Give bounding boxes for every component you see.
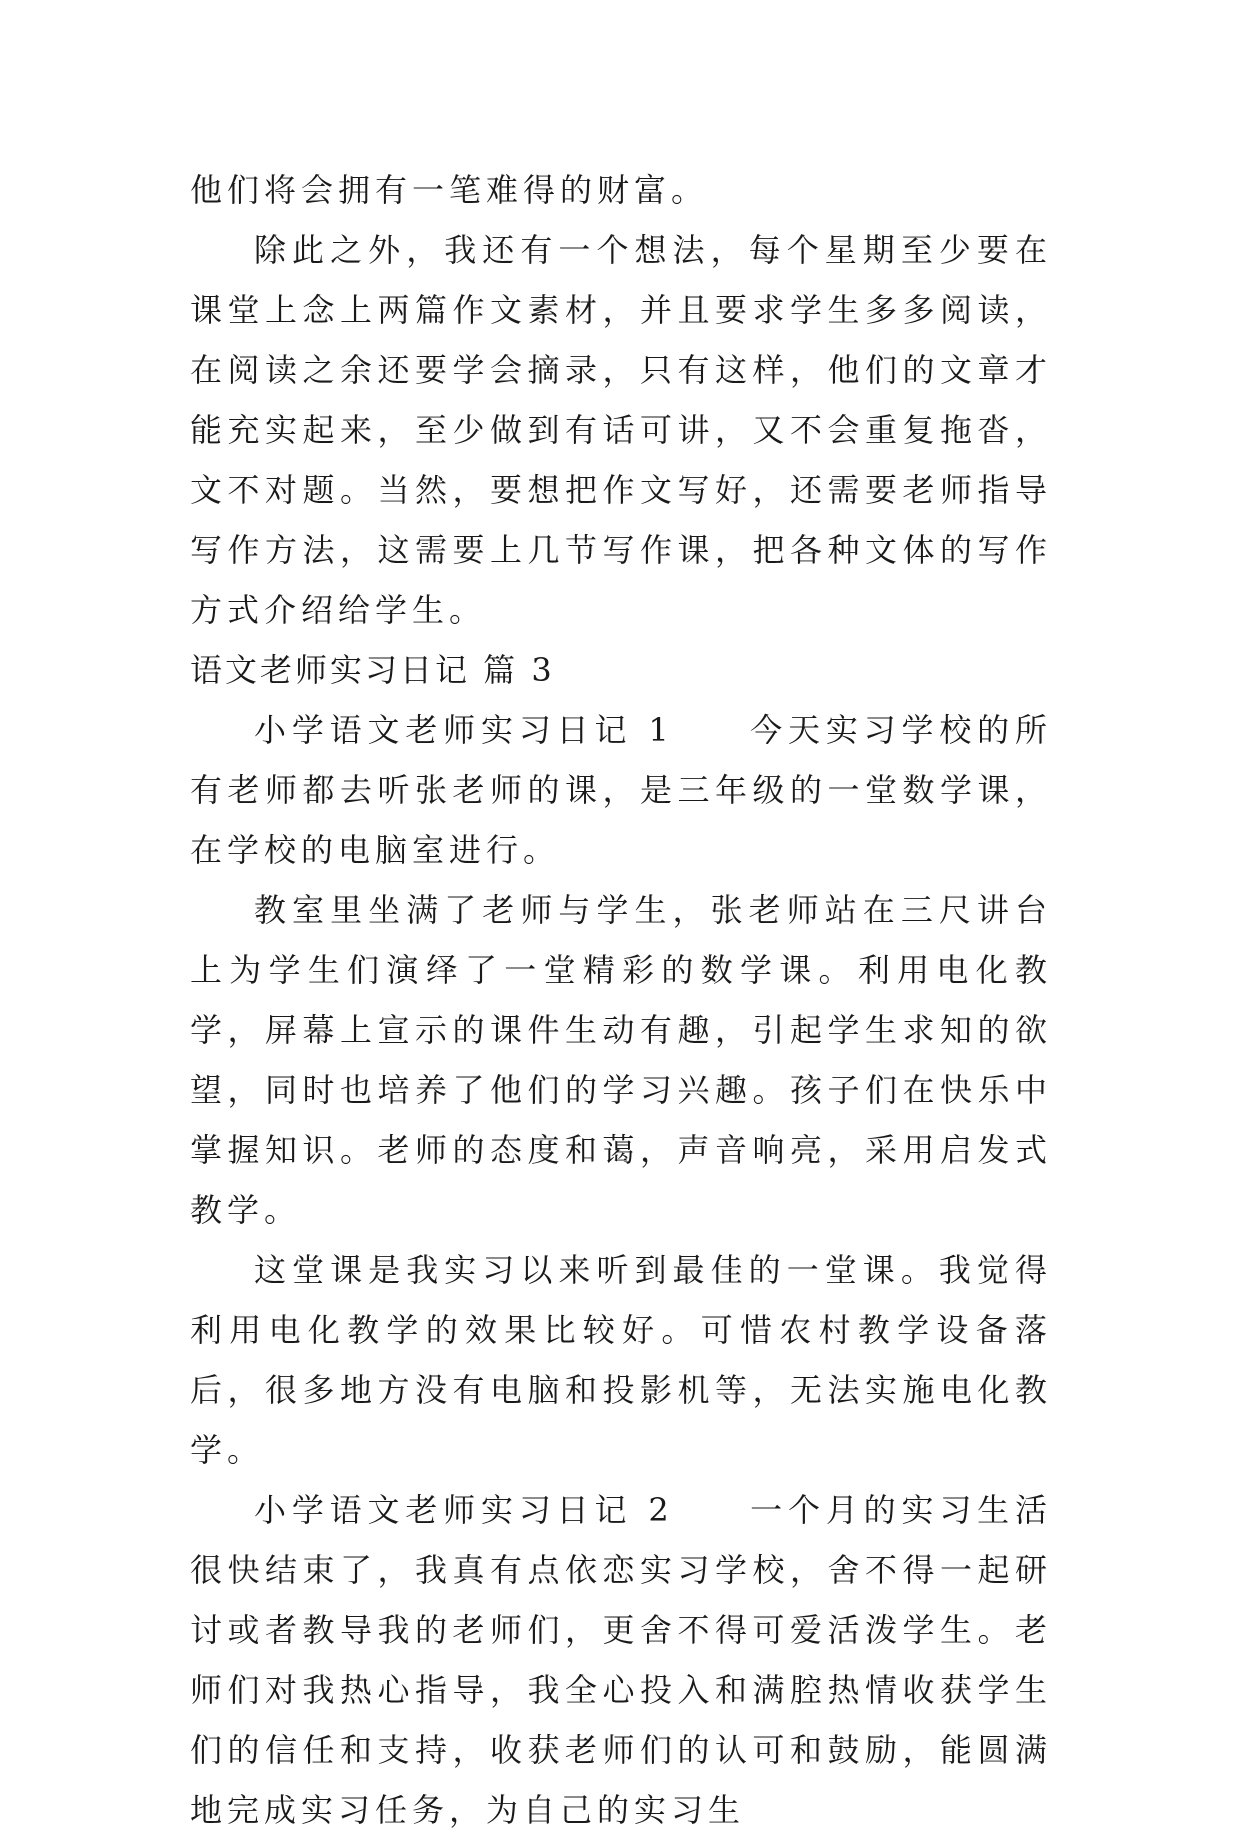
paragraph: 这堂课是我实习以来听到最佳的一堂课。我觉得利用电化教学的效果比较好。可惜农村教学设备落后，很多地方没有电脑和投影机等，无法实施电化教学。 xyxy=(190,1251,1052,1469)
paragraph: 小学语文老师实习日记 1 今天实习学校的所有老师都去听张老师的课，是三年级的一堂数学课，在学校的电脑室进行。 xyxy=(190,711,1052,869)
paragraph: 教室里坐满了老师与学生，张老师站在三尺讲台上为学生们演绎了一堂精彩的数学课。利用电化教学，屏幕上宣示的课件生动有趣，引起学生求知的欲望，同时也培养了他们的学习兴趣。孩子们在快乐中掌握知识。老师的态度和蔼，声音响亮，采用启发式教学。 xyxy=(190,891,1052,1229)
paragraph: 小学语文老师实习日记 2 一个月的实习生活很快结束了，我真有点依恋实习学校，舍不得一起研讨或者教导我的老师们，更舍不得可爱活泼学生。老师们对我热心指导，我全心投入和满腔热情收获学生们的信任和支持，收获老师们的认可和鼓励，能圆满地完成实习任务，为自己的实习生 xyxy=(190,1491,1052,1829)
document-body xyxy=(190,160,1052,1840)
section-heading: 语文老师实习日记 篇 3 xyxy=(190,651,555,689)
paragraph: 除此之外，我还有一个想法，每个星期至少要在课堂上念上两篇作文素材，并且要求学生多多阅读，在阅读之余还要学会摘录，只有这样，他们的文章才能充实起来，至少做到有话可讲，又不会重复拖沓，文不对题。当然，要想把作文写好，还需要老师指导写作方法，这需要上几节写作课，把各种文体的写作方式介绍给学生。 xyxy=(190,231,1052,629)
continuation-paragraph: 他们将会拥有一笔难得的财富。 xyxy=(190,171,709,209)
